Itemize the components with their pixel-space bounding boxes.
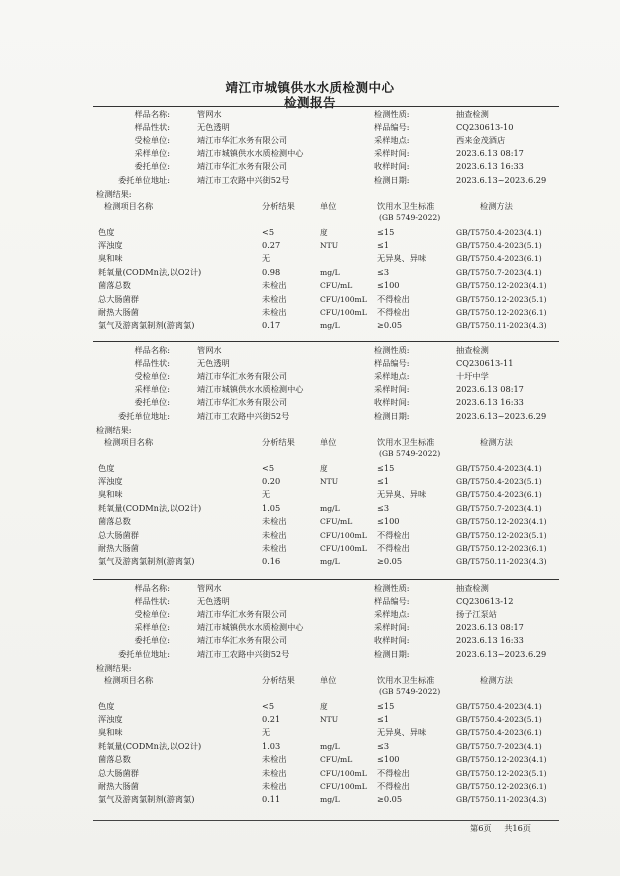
- cell-standard: 不得检出: [377, 529, 410, 540]
- cell-result: 0.98: [262, 266, 281, 277]
- cell-method: GB/T5750.4-2023(5.1): [456, 241, 542, 250]
- col-header-item: 检测项目名称: [104, 200, 154, 211]
- info-label: 样品名称:: [134, 109, 170, 119]
- page-footer: [470, 823, 541, 834]
- cell-method: GB/T5750.12-2023(4.1): [456, 755, 547, 765]
- sample-info-row: [0, 160, 620, 173]
- cell-item: 臭和味: [98, 727, 123, 738]
- cell-standard: ≤15: [377, 226, 395, 237]
- table-row: [0, 279, 620, 292]
- cell-unit: CFU/100mL: [320, 768, 367, 778]
- cell-standard: ≤15: [377, 462, 395, 473]
- cell-method: GB/T5750.4-2023(6.1): [456, 490, 542, 500]
- cell-item: 氯气及游离氯制剂(游离氯): [98, 320, 195, 331]
- cell-unit: CFU/100mL: [320, 530, 367, 540]
- info-value: 十圩中学: [456, 371, 489, 382]
- col-header-result: 分析结果: [262, 674, 295, 685]
- table-row: [0, 226, 620, 239]
- info-value: 靖江市华汇水务有限公司: [197, 161, 288, 172]
- info-value: 靖江市工农路中兴街52号: [197, 648, 290, 659]
- report-org-title: 靖江市城镇供水水质检测中心: [225, 80, 395, 95]
- info-value: 靖江市城镇供水水质检测中心: [197, 384, 304, 395]
- cell-method: GB/T5750.7-2023(4.1): [456, 503, 542, 513]
- cell-method: GB/T5750.4-2023(6.1): [456, 254, 542, 264]
- info-label: 委托单位:: [134, 397, 170, 408]
- cell-result: 0.21: [262, 714, 281, 724]
- cell-standard: 不得检出: [377, 781, 410, 791]
- cell-result: <5: [262, 226, 275, 237]
- info-label: 检测性质:: [374, 345, 410, 355]
- cell-result: 未检出: [262, 529, 287, 540]
- cell-item: 菌落总数: [98, 280, 131, 291]
- info-label: 委托单位地址:: [118, 648, 170, 659]
- info-value: 2023.6.13 16:33: [456, 635, 524, 646]
- cell-unit: mg/L: [320, 795, 340, 805]
- info-label: 检测日期:: [374, 174, 410, 185]
- cell-method: GB/T5750.12-2023(4.1): [456, 517, 547, 527]
- cell-unit: NTU: [320, 477, 339, 486]
- sample-info-row: [0, 121, 620, 134]
- info-label: 采样时间:: [374, 384, 410, 395]
- cell-method: GB/T5750.12-2023(6.1): [456, 308, 547, 317]
- table-row: [0, 462, 620, 475]
- cell-item: 耗氧量(CODMn法,以O2计): [98, 266, 202, 277]
- info-label: 委托单位:: [134, 161, 170, 172]
- table-row: [0, 319, 620, 332]
- cell-item: 菌落总数: [98, 516, 131, 527]
- cell-unit: CFU/100mL: [320, 294, 367, 304]
- cell-result: 0.16: [262, 556, 281, 567]
- cell-item: 总大肠菌群: [98, 767, 139, 778]
- footer-rule: [93, 820, 559, 821]
- cell-unit: mg/L: [320, 557, 340, 567]
- info-value: 靖江市华汇水务有限公司: [197, 609, 288, 620]
- info-value: 管网水: [197, 109, 222, 119]
- info-label: 检测性质:: [374, 109, 410, 119]
- cell-method: GB/T5750.4-2023(4.1): [456, 227, 542, 237]
- cell-standard: ≤3: [377, 740, 390, 751]
- info-label: 样品名称:: [134, 345, 170, 355]
- info-label: 采样单位:: [134, 148, 170, 159]
- cell-method: GB/T5750.12-2023(4.1): [456, 281, 547, 291]
- cell-unit: NTU: [320, 715, 339, 724]
- table-row: [0, 780, 620, 793]
- col-header-standard: 饮用水卫生标准: [377, 200, 435, 211]
- info-value: 2023.6.13 08:17: [456, 622, 524, 633]
- info-value: 靖江市华汇水务有限公司: [197, 371, 288, 382]
- col-header-method: 检测方法: [480, 200, 513, 211]
- cell-method: GB/T5750.4-2023(6.1): [456, 728, 542, 738]
- col-header-unit: 单位: [320, 674, 337, 685]
- cell-standard: ≤3: [377, 502, 390, 513]
- cell-method: GB/T5750.12-2023(5.1): [456, 530, 547, 540]
- col-header-standard: 饮用水卫生标准: [377, 436, 435, 447]
- cell-unit: CFU/100mL: [320, 782, 367, 791]
- cell-unit: 度: [320, 227, 328, 237]
- cell-method: GB/T5750.4-2023(5.1): [456, 715, 542, 724]
- info-label: 样品编号:: [374, 122, 410, 133]
- info-value: 靖江市华汇水务有限公司: [197, 135, 288, 146]
- cell-unit: CFU/100mL: [320, 308, 367, 317]
- info-value: 西来金茂酒店: [456, 135, 506, 146]
- cell-method: GB/T5750.11-2023(4.3): [456, 557, 547, 567]
- cell-result: 1.03: [262, 740, 281, 751]
- info-value: 2023.6.13 08:17: [456, 384, 524, 395]
- header-rule: [93, 106, 559, 107]
- results-label: 检测结果:: [96, 188, 132, 199]
- table-row: [0, 239, 620, 252]
- info-label: 采样地点:: [374, 135, 410, 146]
- info-value: 无色透明: [197, 358, 230, 369]
- info-value: 靖江市工农路中兴街52号: [197, 174, 290, 185]
- cell-standard: ≤100: [377, 754, 400, 765]
- cell-item: 浑浊度: [98, 476, 123, 486]
- info-value: 2023.6.13 16:33: [456, 161, 524, 172]
- sample-info-row: [0, 608, 620, 621]
- results-label: 检测结果:: [96, 662, 132, 673]
- cell-standard: ≤100: [377, 280, 400, 291]
- info-label: 样品编号:: [374, 358, 410, 369]
- cell-item: 菌落总数: [98, 754, 131, 765]
- sample-info-row: [0, 648, 620, 661]
- info-label: 受检单位:: [134, 371, 170, 382]
- cell-result: 0.27: [262, 240, 281, 250]
- sample-info-row: [0, 410, 620, 423]
- info-label: 采样时间:: [374, 622, 410, 633]
- cell-result: 未检出: [262, 543, 287, 553]
- cell-unit: 度: [320, 463, 328, 473]
- cell-result: 未检出: [262, 307, 287, 317]
- info-label: 采样地点:: [374, 371, 410, 382]
- info-value: 无色透明: [197, 122, 230, 133]
- cell-result: 未检出: [262, 754, 287, 765]
- sample-info-row: [0, 147, 620, 160]
- info-value: 2023.6.13 16:33: [456, 397, 524, 408]
- cell-item: 耗氧量(CODMn法,以O2计): [98, 740, 202, 751]
- table-row: [0, 740, 620, 753]
- table-row: [0, 542, 620, 555]
- cell-standard: ≥0.05: [377, 320, 403, 331]
- cell-standard: ≤1: [377, 476, 390, 486]
- cell-item: 浑浊度: [98, 714, 123, 724]
- results-table-header-standard: [0, 211, 620, 224]
- info-value: 靖江市华汇水务有限公司: [197, 397, 288, 408]
- info-value: CQ230613-12: [456, 596, 514, 607]
- info-label: 检测日期:: [374, 410, 410, 421]
- info-value: CQ230613-10: [456, 122, 514, 133]
- sample-info-row: [0, 357, 620, 370]
- cell-item: 臭和味: [98, 253, 123, 264]
- table-row: [0, 753, 620, 766]
- cell-item: 氯气及游离氯制剂(游离氯): [98, 794, 195, 805]
- cell-result: 无: [262, 253, 271, 264]
- cell-unit: CFU/100mL: [320, 544, 367, 553]
- info-value: 抽查检测: [456, 109, 489, 119]
- table-row: [0, 515, 620, 528]
- sample-info-row: [0, 108, 620, 121]
- col-header-standard-code: (GB 5749-2022): [379, 212, 441, 222]
- cell-unit: CFU/mL: [320, 281, 353, 291]
- table-row: [0, 306, 620, 319]
- info-label: 委托单位:: [134, 635, 170, 646]
- cell-item: 总大肠菌群: [98, 529, 139, 540]
- cell-item: 氯气及游离氯制剂(游离氯): [98, 556, 195, 567]
- cell-standard: 无异臭、异味: [377, 727, 427, 738]
- cell-item: 色度: [98, 700, 115, 711]
- cell-unit: 度: [320, 701, 328, 711]
- cell-standard: ≤100: [377, 516, 400, 527]
- cell-result: <5: [262, 462, 275, 473]
- cell-result: 未检出: [262, 781, 287, 791]
- sample-info-row: [0, 396, 620, 409]
- table-row: [0, 252, 620, 265]
- cell-method: GB/T5750.7-2023(4.1): [456, 267, 542, 277]
- cell-method: GB/T5750.7-2023(4.1): [456, 741, 542, 751]
- col-header-standard-code: (GB 5749-2022): [379, 686, 441, 696]
- cell-unit: mg/L: [320, 267, 340, 277]
- cell-standard: 不得检出: [377, 767, 410, 778]
- cell-method: GB/T5750.11-2023(4.3): [456, 795, 547, 805]
- info-label: 样品名称:: [134, 583, 170, 593]
- info-value: 2023.6.13 08:17: [456, 148, 524, 159]
- table-row: [0, 293, 620, 306]
- col-header-method: 检测方法: [480, 674, 513, 685]
- table-row: [0, 529, 620, 542]
- cell-result: <5: [262, 700, 275, 711]
- info-value: 扬子江泵站: [456, 609, 497, 620]
- cell-method: GB/T5750.12-2023(6.1): [456, 782, 547, 791]
- cell-item: 耐热大肠菌: [98, 543, 139, 553]
- info-label: 收样时间:: [374, 161, 410, 172]
- sample-info-row: [0, 344, 620, 357]
- sample-info-row: [0, 634, 620, 647]
- results-table-header-standard: [0, 685, 620, 698]
- info-value: 抽查检测: [456, 345, 489, 355]
- info-value: 2023.6.13~2023.6.29: [456, 410, 547, 421]
- info-label: 委托单位地址:: [118, 410, 170, 421]
- table-row: [0, 767, 620, 780]
- cell-result: 0.17: [262, 320, 281, 331]
- info-label: 受检单位:: [134, 609, 170, 620]
- sample-info-row: [0, 582, 620, 595]
- cell-method: GB/T5750.12-2023(5.1): [456, 768, 547, 778]
- cell-result: 未检出: [262, 516, 287, 527]
- results-table-header-standard: [0, 447, 620, 460]
- info-label: 受检单位:: [134, 135, 170, 146]
- cell-standard: 无异臭、异味: [377, 253, 427, 264]
- cell-standard: ≤15: [377, 700, 395, 711]
- sample-info-row: [0, 134, 620, 147]
- cell-standard: 无异臭、异味: [377, 489, 427, 500]
- info-label: 采样单位:: [134, 384, 170, 395]
- cell-result: 0.11: [262, 794, 281, 805]
- cell-item: 总大肠菌群: [98, 293, 139, 304]
- info-label: 样品性状:: [134, 358, 170, 369]
- table-row: [0, 713, 620, 726]
- sample-info-row: [0, 370, 620, 383]
- sample-info-row: [0, 174, 620, 187]
- cell-method: GB/T5750.4-2023(4.1): [456, 463, 542, 473]
- table-row: [0, 793, 620, 806]
- sample-info-row: [0, 621, 620, 634]
- cell-standard: ≤1: [377, 240, 390, 250]
- cell-result: 0.20: [262, 476, 281, 486]
- sample-info-row: [0, 383, 620, 396]
- page-number: 第6页: [470, 823, 492, 833]
- cell-result: 无: [262, 727, 271, 738]
- cell-result: 未检出: [262, 280, 287, 291]
- info-value: 管网水: [197, 345, 222, 355]
- cell-result: 1.05: [262, 502, 281, 513]
- table-row: [0, 488, 620, 501]
- sample-info-row: [0, 595, 620, 608]
- cell-item: 臭和味: [98, 489, 123, 500]
- info-value: 靖江市华汇水务有限公司: [197, 635, 288, 646]
- cell-item: 色度: [98, 462, 115, 473]
- info-value: 靖江市工农路中兴街52号: [197, 410, 290, 421]
- info-label: 检测日期:: [374, 648, 410, 659]
- results-label: 检测结果:: [96, 424, 132, 435]
- cell-unit: mg/L: [320, 503, 340, 513]
- info-label: 采样地点:: [374, 609, 410, 620]
- col-header-method: 检测方法: [480, 436, 513, 447]
- cell-item: 色度: [98, 226, 115, 237]
- info-label: 样品性状:: [134, 122, 170, 133]
- cell-unit: mg/L: [320, 321, 340, 331]
- col-header-item: 检测项目名称: [104, 674, 154, 685]
- info-label: 采样时间:: [374, 148, 410, 159]
- cell-result: 未检出: [262, 293, 287, 304]
- info-value: 2023.6.13~2023.6.29: [456, 174, 547, 185]
- info-value: 靖江市城镇供水水质检测中心: [197, 148, 304, 159]
- cell-unit: CFU/mL: [320, 517, 353, 527]
- info-label: 样品性状:: [134, 596, 170, 607]
- section-rule: [93, 579, 559, 580]
- info-value: CQ230613-11: [456, 358, 514, 369]
- col-header-unit: 单位: [320, 200, 337, 211]
- cell-method: GB/T5750.11-2023(4.3): [456, 321, 547, 331]
- cell-standard: 不得检出: [377, 307, 410, 317]
- col-header-unit: 单位: [320, 436, 337, 447]
- table-row: [0, 266, 620, 279]
- info-value: 无色透明: [197, 596, 230, 607]
- page-total: 共16页: [504, 823, 531, 833]
- info-value: 管网水: [197, 583, 222, 593]
- report-subtitle: 检测报告: [283, 95, 336, 110]
- col-header-result: 分析结果: [262, 436, 295, 447]
- cell-method: GB/T5750.12-2023(6.1): [456, 544, 547, 553]
- cell-standard: ≥0.05: [377, 794, 403, 805]
- cell-item: 浑浊度: [98, 240, 123, 250]
- cell-standard: ≤1: [377, 714, 390, 724]
- cell-result: 未检出: [262, 767, 287, 778]
- cell-unit: mg/L: [320, 741, 340, 751]
- info-label: 采样单位:: [134, 622, 170, 633]
- cell-method: GB/T5750.4-2023(5.1): [456, 477, 542, 486]
- info-label: 检测性质:: [374, 583, 410, 593]
- col-header-standard: 饮用水卫生标准: [377, 674, 435, 685]
- cell-standard: 不得检出: [377, 543, 410, 553]
- col-header-result: 分析结果: [262, 200, 295, 211]
- table-row: [0, 475, 620, 488]
- info-label: 委托单位地址:: [118, 174, 170, 185]
- info-label: 收样时间:: [374, 397, 410, 408]
- cell-standard: ≥0.05: [377, 556, 403, 567]
- col-header-item: 检测项目名称: [104, 436, 154, 447]
- cell-unit: CFU/mL: [320, 755, 353, 765]
- cell-unit: NTU: [320, 241, 339, 250]
- table-row: [0, 502, 620, 515]
- info-value: 2023.6.13~2023.6.29: [456, 648, 547, 659]
- table-row: [0, 700, 620, 713]
- cell-item: 耗氧量(CODMn法,以O2计): [98, 502, 202, 513]
- info-label: 收样时间:: [374, 635, 410, 646]
- cell-result: 无: [262, 489, 271, 500]
- table-row: [0, 726, 620, 739]
- col-header-standard-code: (GB 5749-2022): [379, 448, 441, 458]
- cell-standard: 不得检出: [377, 293, 410, 304]
- cell-item: 耐热大肠菌: [98, 307, 139, 317]
- info-value: 靖江市城镇供水水质检测中心: [197, 622, 304, 633]
- cell-standard: ≤3: [377, 266, 390, 277]
- table-row: [0, 555, 620, 568]
- cell-method: GB/T5750.12-2023(5.1): [456, 294, 547, 304]
- cell-item: 耐热大肠菌: [98, 781, 139, 791]
- cell-method: GB/T5750.4-2023(4.1): [456, 701, 542, 711]
- info-value: 抽查检测: [456, 583, 489, 593]
- info-label: 样品编号:: [374, 596, 410, 607]
- section-rule: [93, 341, 559, 342]
